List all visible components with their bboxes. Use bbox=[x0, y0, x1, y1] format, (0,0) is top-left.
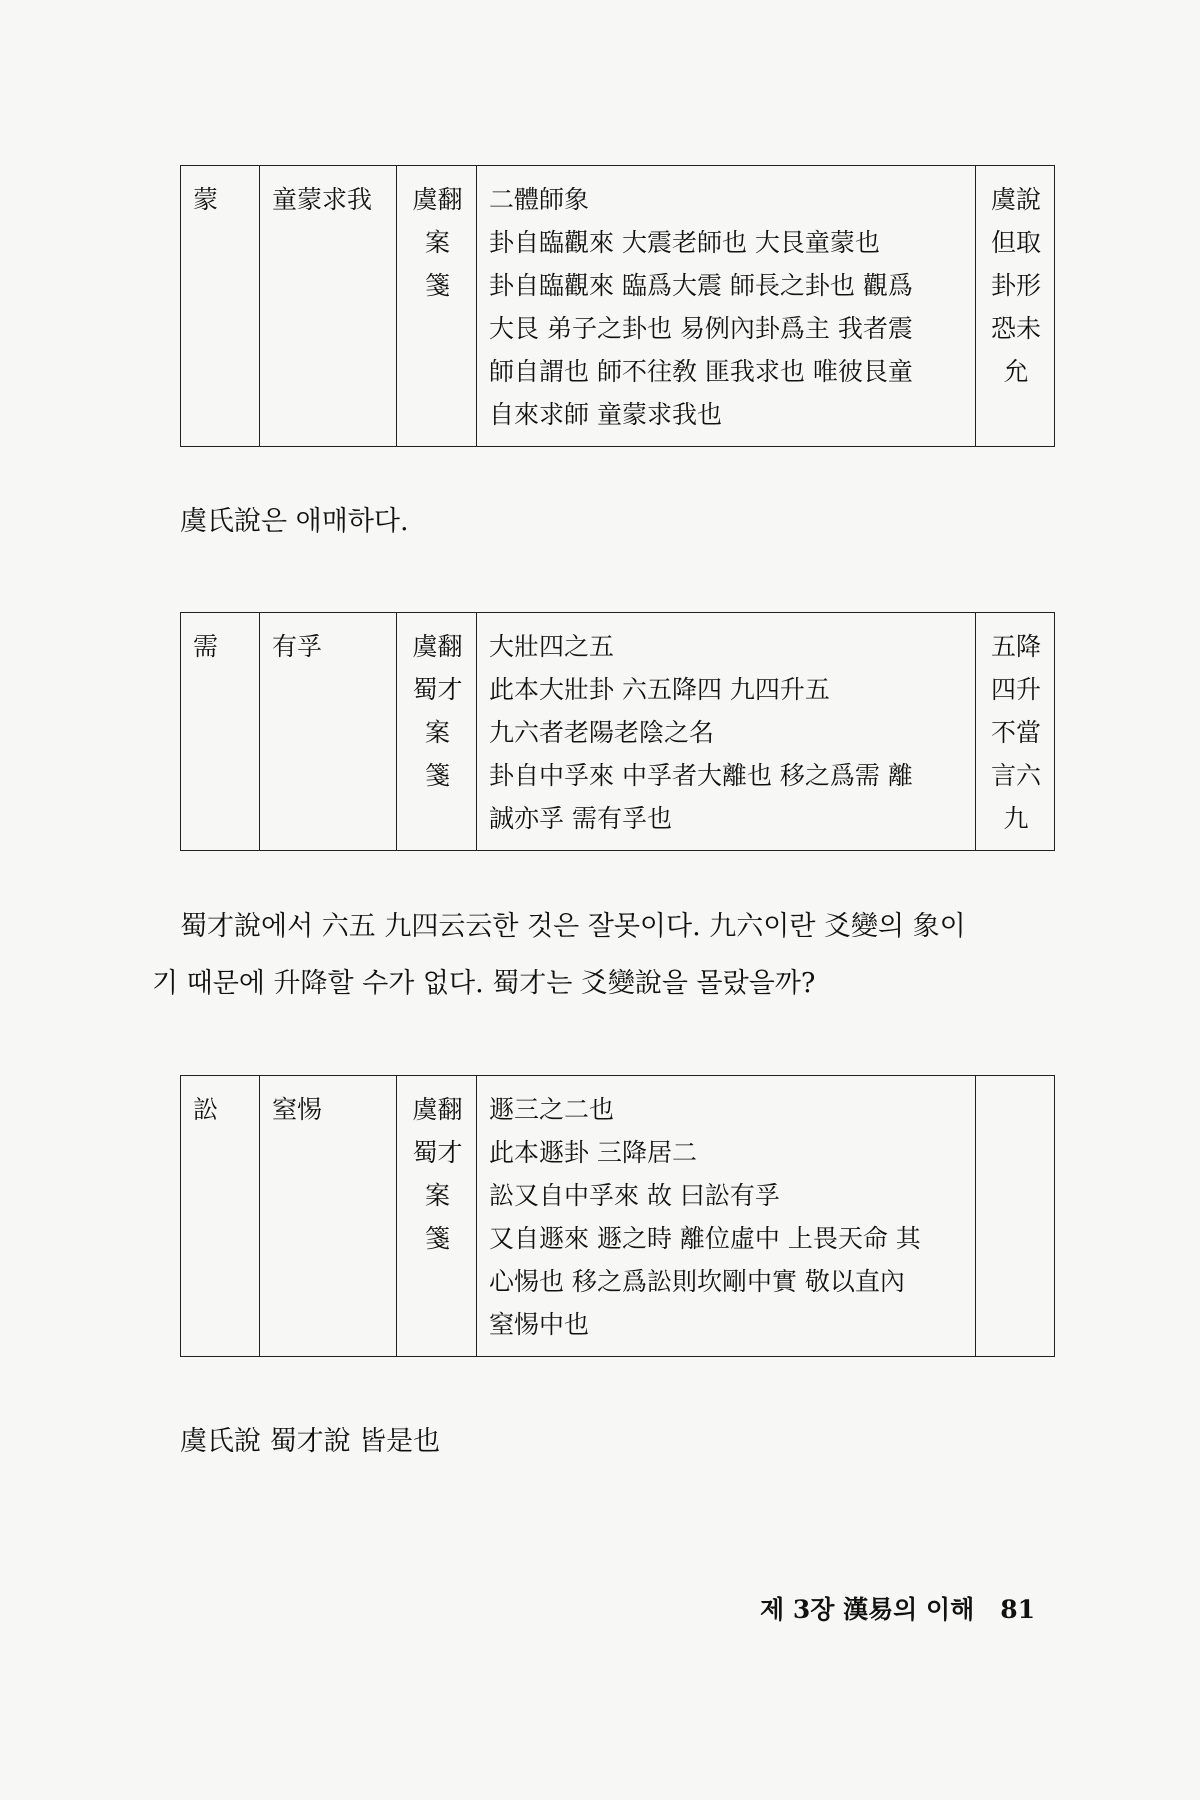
table-meng bbox=[180, 165, 1055, 447]
chapter-title: 제 3장 漢易의 이해 bbox=[760, 1595, 975, 1624]
commentary-cell bbox=[477, 613, 976, 851]
remark-line: 虞說 bbox=[990, 185, 1041, 214]
sources-cell bbox=[397, 1076, 477, 1357]
hexagram-phrase: 童蒙求我 bbox=[260, 166, 397, 447]
commentary-line: 大壯四之五 bbox=[489, 632, 615, 661]
hexagram-phrase: 有孚 bbox=[260, 613, 397, 851]
source-line: 箋 bbox=[424, 1224, 450, 1253]
commentary-line: 九六者老陽老陰之名 bbox=[489, 718, 715, 747]
source-line: 案 bbox=[424, 228, 450, 257]
commentary-line: 卦自臨觀來 大震老師也 大艮童蒙也 bbox=[489, 228, 880, 257]
remark-cell bbox=[976, 613, 1055, 851]
source-line: 虞翻 bbox=[412, 185, 463, 214]
remark-line: 但取 bbox=[990, 228, 1041, 257]
remark-cell bbox=[976, 1076, 1055, 1357]
hexagram-name: 訟 bbox=[181, 1076, 260, 1357]
commentary-line: 又自遯來 遯之時 離位虛中 上畏天命 其 bbox=[489, 1224, 921, 1253]
remark-line: 四升 bbox=[990, 675, 1041, 704]
remark-line: 九 bbox=[1003, 804, 1029, 833]
commentary-line: 此本大壯卦 六五降四 九四升五 bbox=[489, 675, 830, 704]
source-line: 蜀才 bbox=[412, 675, 463, 704]
paragraph-2-line-2: 기 때문에 升降할 수가 없다. 蜀才는 爻變說을 몰랐을까? bbox=[152, 968, 816, 999]
sources-cell bbox=[397, 166, 477, 447]
commentary-line: 窒惕中也 bbox=[489, 1310, 590, 1339]
commentary-line: 二體師象 bbox=[489, 185, 590, 214]
commentary-line: 遯三之二也 bbox=[489, 1095, 615, 1124]
remark-line: 不當 bbox=[990, 718, 1041, 747]
commentary-line: 心惕也 移之爲訟則坎剛中實 敬以直內 bbox=[489, 1267, 905, 1296]
commentary-line: 自來求師 童蒙求我也 bbox=[489, 400, 722, 429]
source-line: 箋 bbox=[424, 271, 450, 300]
table-song bbox=[180, 1075, 1055, 1357]
remark-line: 恐未 bbox=[990, 314, 1041, 343]
page-number: 81 bbox=[1000, 1595, 1036, 1624]
source-line: 虞翻 bbox=[412, 1095, 463, 1124]
remark-line: 五降 bbox=[990, 632, 1041, 661]
source-line: 虞翻 bbox=[412, 632, 463, 661]
commentary-line: 此本遯卦 三降居二 bbox=[489, 1138, 697, 1167]
source-line: 案 bbox=[424, 1181, 450, 1210]
commentary-cell bbox=[477, 166, 976, 447]
page-footer bbox=[760, 1590, 1035, 1626]
commentary-line: 卦自中孚來 中孚者大離也 移之爲需 離 bbox=[489, 761, 913, 790]
commentary-line: 卦自臨觀來 臨爲大震 師長之卦也 觀爲 bbox=[489, 271, 913, 300]
paragraph-3: 虞氏說 蜀才說 皆是也 bbox=[180, 1426, 441, 1457]
commentary-line: 訟又自中孚來 故 曰訟有孚 bbox=[489, 1181, 780, 1210]
remark-line: 允 bbox=[1003, 357, 1029, 386]
remark-cell bbox=[976, 166, 1055, 447]
remark-line: 言六 bbox=[990, 761, 1041, 790]
commentary-line: 師自謂也 師不往敎 匪我求也 唯彼艮童 bbox=[489, 357, 913, 386]
table-xu bbox=[180, 612, 1055, 851]
paragraph-1: 虞氏說은 애매하다. bbox=[180, 506, 409, 537]
sources-cell bbox=[397, 613, 477, 851]
commentary-line: 大艮 弟子之卦也 易例內卦爲主 我者震 bbox=[489, 314, 913, 343]
hexagram-name: 蒙 bbox=[181, 166, 260, 447]
commentary-line: 誠亦孚 需有孚也 bbox=[489, 804, 672, 833]
hexagram-phrase: 窒惕 bbox=[260, 1076, 397, 1357]
remark-line: 卦形 bbox=[990, 271, 1041, 300]
source-line: 案 bbox=[424, 718, 450, 747]
hexagram-name: 需 bbox=[181, 613, 260, 851]
commentary-cell bbox=[477, 1076, 976, 1357]
paragraph-2-line-1: 蜀才說에서 六五 九四云云한 것은 잘못이다. 九六이란 爻變의 象이 bbox=[180, 911, 966, 942]
source-line: 蜀才 bbox=[412, 1138, 463, 1167]
source-line: 箋 bbox=[424, 761, 450, 790]
